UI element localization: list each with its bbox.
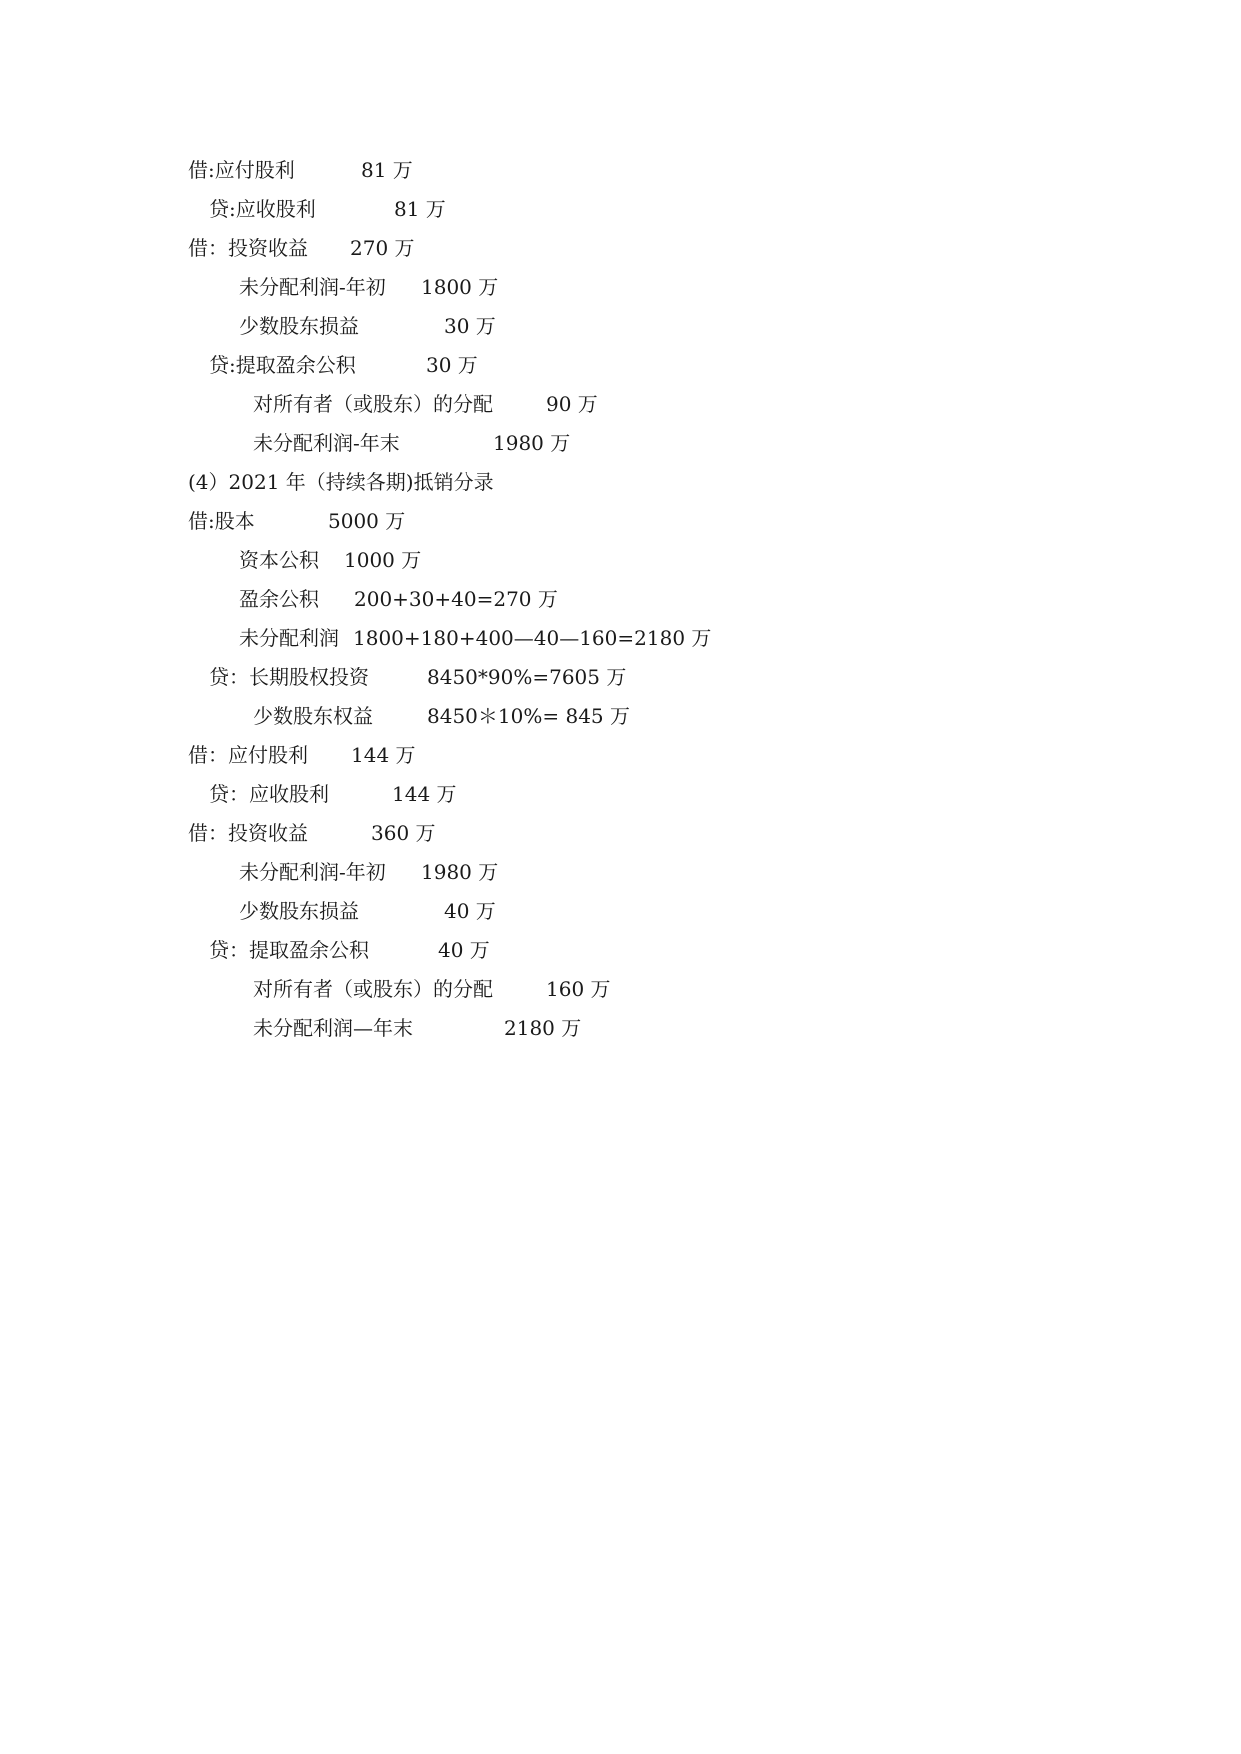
entry-label: 盈余公积 (239, 587, 319, 611)
entry-amount: 144 万 (392, 782, 457, 806)
entry-amount: 1800 万 (421, 275, 499, 299)
entry-line (188, 269, 499, 305)
entry-amount: 81 万 (394, 197, 446, 221)
entry-amount: 1980 万 (421, 860, 499, 884)
entry-label: 未分配利润 (239, 626, 339, 650)
entry-amount: 160 万 (546, 977, 611, 1001)
entry-line (188, 581, 558, 617)
entry-line (188, 932, 490, 968)
entry-label: 对所有者（或股东）的分配 (253, 392, 493, 416)
section-heading-text: (4）2021 年（持续各期)抵销分录 (188, 470, 494, 494)
entry-label: 借:股本 (188, 509, 255, 533)
entry-label: 贷:提取盈余公积 (209, 353, 356, 377)
entry-line (188, 1010, 582, 1046)
entry-line (188, 776, 457, 812)
entry-line (188, 659, 627, 695)
entry-label: 未分配利润—年末 (253, 1016, 413, 1040)
entry-amount: 8450*90%=7605 万 (427, 665, 627, 689)
entry-amount: 40 万 (444, 899, 496, 923)
entry-line (188, 854, 499, 890)
entry-amount: 1000 万 (344, 548, 422, 572)
entry-amount: 5000 万 (328, 509, 406, 533)
entry-line (188, 737, 416, 773)
entry-line (188, 698, 630, 734)
entry-label: 未分配利润-年末 (253, 431, 400, 455)
entry-line (188, 503, 406, 539)
entry-label: 未分配利润-年初 (239, 275, 386, 299)
entry-line (188, 542, 422, 578)
entry-label: 借:应付股利 (188, 158, 295, 182)
entry-line (188, 425, 571, 461)
entry-line (188, 152, 413, 188)
entry-amount: 81 万 (361, 158, 413, 182)
entry-label: 借：投资收益 (188, 821, 308, 845)
entry-line (188, 893, 496, 929)
section-heading (188, 464, 494, 500)
entry-line (188, 347, 478, 383)
entry-amount: 200+30+40=270 万 (354, 587, 558, 611)
entry-label: 贷：提取盈余公积 (209, 938, 369, 962)
entry-amount: 30 万 (426, 353, 478, 377)
entry-amount: 90 万 (546, 392, 598, 416)
entry-amount: 1800+180+400—40—160=2180 万 (353, 626, 712, 650)
entry-line (188, 191, 446, 227)
entry-label: 少数股东权益 (253, 704, 373, 728)
entry-label: 未分配利润-年初 (239, 860, 386, 884)
entry-label: 借：应付股利 (188, 743, 308, 767)
entry-amount: 8450＊10%= 845 万 (427, 704, 630, 728)
entry-line (188, 308, 496, 344)
entry-line (188, 620, 712, 656)
entry-amount: 40 万 (438, 938, 490, 962)
entry-amount: 2180 万 (504, 1016, 582, 1040)
entry-amount: 30 万 (444, 314, 496, 338)
entry-line (188, 815, 436, 851)
entry-line (188, 386, 598, 422)
entry-line (188, 971, 611, 1007)
entry-label: 对所有者（或股东）的分配 (253, 977, 493, 1001)
entry-label: 贷：应收股利 (209, 782, 329, 806)
entry-label: 贷:应收股利 (209, 197, 316, 221)
entry-line (188, 230, 415, 266)
entry-amount: 1980 万 (493, 431, 571, 455)
entry-label: 贷：长期股权投资 (209, 665, 369, 689)
entry-amount: 360 万 (371, 821, 436, 845)
entry-amount: 144 万 (351, 743, 416, 767)
entry-label: 少数股东损益 (239, 314, 359, 338)
entry-label: 少数股东损益 (239, 899, 359, 923)
entry-label: 借：投资收益 (188, 236, 308, 260)
entry-label: 资本公积 (239, 548, 319, 572)
entry-amount: 270 万 (350, 236, 415, 260)
